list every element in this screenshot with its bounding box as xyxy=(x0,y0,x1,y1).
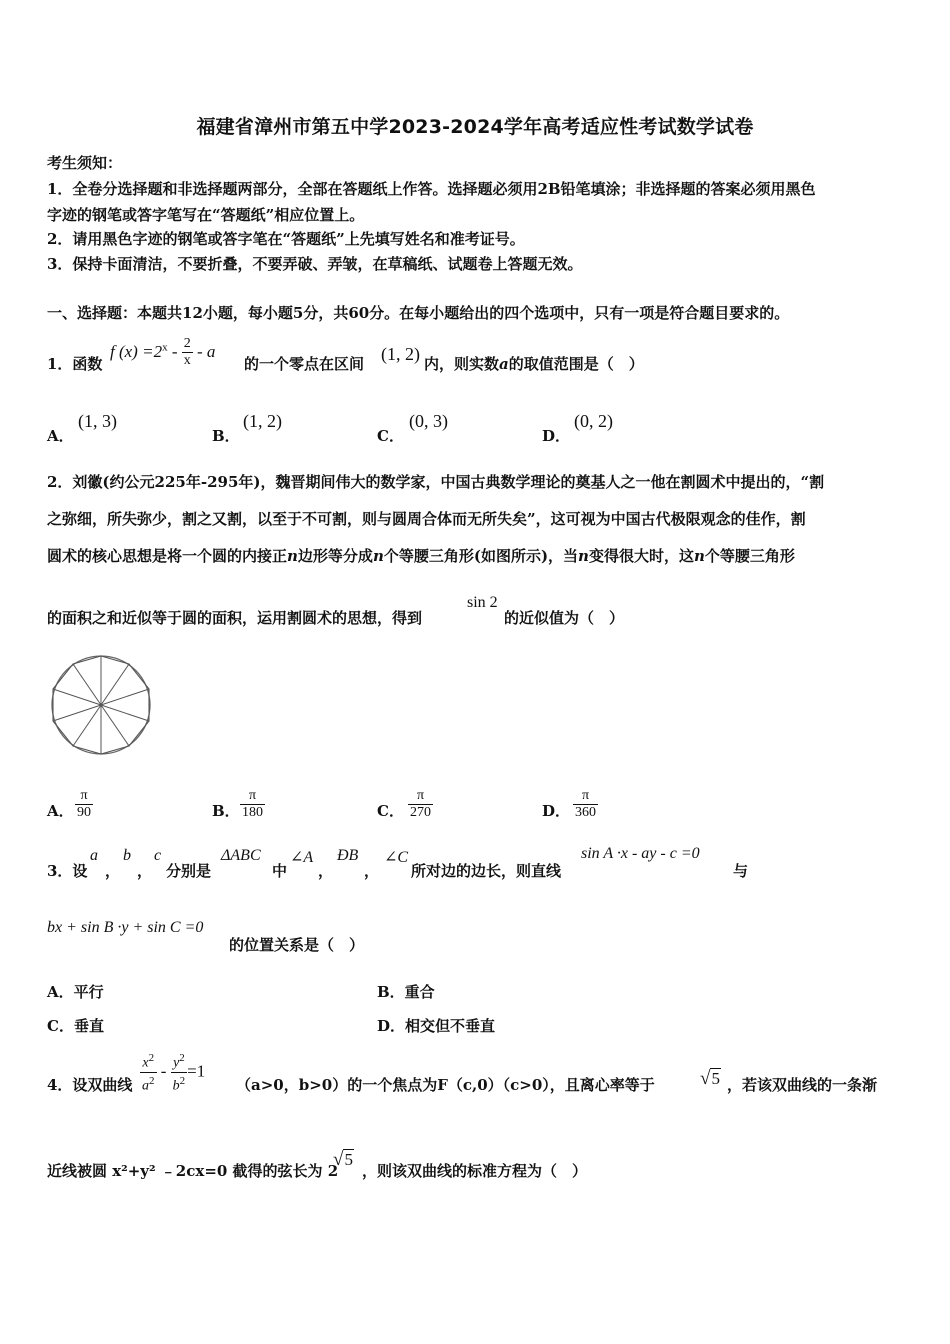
q4-condition: （a>0，b>0）的一个焦点为F（c,0）（c>0），且离心率等于 xyxy=(236,1076,655,1094)
q2-opt-a-num: π xyxy=(80,788,88,803)
q1-suffix-b: 的取值范围是（ ） xyxy=(508,355,644,373)
q2-opt-c-num: π xyxy=(416,788,425,803)
q4-b: b xyxy=(172,1078,180,1094)
q2-opt-b xyxy=(240,788,265,821)
q2-opt-a xyxy=(75,788,93,821)
q3-opt-a: A．平行 xyxy=(47,983,104,1001)
q3-angle-b: ÐB xyxy=(337,847,359,864)
q3-angle-a: ∠A xyxy=(290,849,314,866)
q3-mid-3: 所对边的边长，则直线 xyxy=(411,862,562,880)
q4-line-2-a: 近线被圆 x²+y² ﹣2cx=0 截得的弦长为 2 xyxy=(47,1162,339,1180)
q4-eq-1: =1 xyxy=(187,1061,206,1081)
q2-n-3: n xyxy=(578,547,589,565)
q3-angle-c: ∠C xyxy=(384,849,409,866)
q1-frac-den: x xyxy=(183,353,191,368)
q2-opt-d-den: 360 xyxy=(575,805,596,820)
q1-opt-c: (0, 3) xyxy=(409,411,448,431)
q3-mid-2: 中 xyxy=(272,862,288,880)
q2-line-3-a: 圆术的核心思想是将一个圆的内接正 xyxy=(47,547,288,565)
q3-sep-4: ， xyxy=(364,862,380,880)
q1-prefix: 1．函数 xyxy=(47,355,103,373)
q2-opt-c-den: 270 xyxy=(410,805,431,820)
q3-opt-b: B．重合 xyxy=(377,983,435,1001)
q3-suffix: 的位置关系是（ ） xyxy=(229,936,365,954)
q2-line-4-a: 的面积之和近似等于圆的面积，运用割圆术的思想，得到 xyxy=(47,609,423,627)
q3-mid-4: 与 xyxy=(733,862,749,880)
q3-prefix: 3．设 xyxy=(47,862,88,880)
notice-item-3: 3．保持卡面清洁，不要折叠，不要弄破、弄皱，在草稿纸、试题卷上答题无效。 xyxy=(47,255,583,273)
q3-sep-3: ， xyxy=(318,862,334,880)
q1-func-exp: x xyxy=(162,341,168,354)
q1-func-end: - a xyxy=(192,342,216,361)
q4-prefix: 4．设双曲线 xyxy=(47,1076,133,1094)
q1-suffix-var: a xyxy=(499,355,509,373)
q1-func-mid: - xyxy=(167,342,182,361)
q2-line-3 xyxy=(47,545,795,566)
q3-opt-c: C．垂直 xyxy=(47,1017,104,1035)
q1-opt-b: (1, 2) xyxy=(243,411,282,431)
q2-n-2: n xyxy=(372,547,384,565)
q3-b: b xyxy=(123,847,131,864)
q2-line-3-d: 变得很大时，这 xyxy=(588,547,694,565)
q2-opt-b-label: B． xyxy=(212,802,240,820)
q2-line-4-b: 的近似值为（ ） xyxy=(504,609,625,627)
q2-opt-b-den: 180 xyxy=(242,805,263,820)
q1-suffix-a: 内，则实数 xyxy=(424,355,500,373)
section-1-heading: 一、选择题：本题共12小题，每小题5分，共60分。在每小题给出的四个选项中，只有一项是符合题目要求的。 xyxy=(47,304,790,322)
q2-opt-d-num: π xyxy=(581,788,590,803)
q3-a: a xyxy=(90,847,98,864)
q2-line-2: 之弥细，所失弥少，割之又割，以至于不可割，则与圆周合体而无所失矣”，这可视为中国古代极限观念的佳作，割 xyxy=(47,510,806,528)
q4-line-2-sqrt-value: 5 xyxy=(344,1150,353,1169)
q2-n-4: n xyxy=(693,547,705,565)
q2-opt-d xyxy=(573,788,598,821)
q1-opt-d-label: D． xyxy=(542,427,571,445)
q4-sqrt5-value: 5 xyxy=(711,1069,720,1088)
q2-opt-a-den: 90 xyxy=(77,805,91,820)
q1-opt-a: (1, 3) xyxy=(78,411,117,431)
q1-suffix xyxy=(424,353,644,374)
q2-opt-c xyxy=(408,788,433,821)
q2-n-1: n xyxy=(287,547,298,565)
q2-line-3-b: 边形等分成 xyxy=(297,547,373,565)
q4-line-2-sqrt: √5 xyxy=(333,1149,353,1170)
q2-line-1: 2．刘徽(约公元225年-295年)，魏晋期间伟大的数学家，中国古典数学理论的奠基人之一他在割圆术中提出的，“割 xyxy=(47,473,825,491)
q2-opt-b-num: π xyxy=(248,788,257,803)
notice-item-1-line-2: 字迹的钢笔或答字笔写在“答题纸”相应位置上。 xyxy=(47,206,365,224)
q3-line-1-eq: sin A ·x - ay - c =0 xyxy=(581,845,700,862)
q1-function xyxy=(110,336,215,369)
q1-opt-b-label: B． xyxy=(212,427,240,445)
q3-opt-d: D．相交但不垂直 xyxy=(377,1017,496,1035)
q2-sin2: sin 2 xyxy=(467,594,498,611)
circle-polygon-figure xyxy=(47,654,155,756)
q2-opt-a-label: A． xyxy=(47,802,74,820)
q4-x: x xyxy=(142,1055,149,1071)
q2-line-3-c: 个等腰三角形(如图所示)，当 xyxy=(383,547,579,565)
q4-a: a xyxy=(142,1078,149,1094)
q1-frac-num: 2 xyxy=(183,336,191,351)
q2-opt-c-label: C． xyxy=(377,802,404,820)
q4-tail: ，若该双曲线的一条渐 xyxy=(727,1076,878,1094)
q1-interval: (1, 2) xyxy=(381,344,420,364)
notice-item-1-line-1: 1．全卷分选择题和非选择题两部分，全部在答题纸上作答。选择题必须用2B铅笔填涂；非选择题的答案必须用黑色 xyxy=(47,180,816,198)
q3-sep-2: ， xyxy=(137,862,153,880)
notice-heading: 考生须知： xyxy=(47,154,123,172)
q4-hyperbola-eq: $\frac{x^2}{a^2}$ - $\frac{y^2}{b^2}$ =1 xyxy=(142,1052,206,1094)
q2-opt-d-label: D． xyxy=(542,802,571,820)
q4-line-2-b: ，则该双曲线的标准方程为（ ） xyxy=(362,1162,588,1180)
q1-opt-a-label: A． xyxy=(47,427,74,445)
q1-mid: 的一个零点在区间 xyxy=(244,355,365,373)
q3-sep-1: ， xyxy=(105,862,121,880)
q4-sqrt5: √5 xyxy=(700,1068,720,1089)
q4-y: y xyxy=(173,1055,180,1071)
notice-item-2: 2．请用黑色字迹的钢笔或答字笔在“答题纸”上先填写姓名和准考证号。 xyxy=(47,230,525,248)
q3-line-2-eq: bx + sin B ·y + sin C =0 xyxy=(47,919,204,936)
q3-c: c xyxy=(154,847,162,864)
q2-line-3-e: 个等腰三角形 xyxy=(704,547,795,565)
q1-func-text: f (x) =2 xyxy=(110,342,163,361)
q1-opt-c-label: C． xyxy=(377,427,404,445)
page-title: 福建省漳州市第五中学2023-2024学年高考适应性考试数学试卷 xyxy=(196,116,754,138)
q3-mid-1: 分别是 xyxy=(166,862,212,880)
q3-triangle: ΔABC xyxy=(221,847,261,864)
q1-opt-d: (0, 2) xyxy=(574,411,613,431)
